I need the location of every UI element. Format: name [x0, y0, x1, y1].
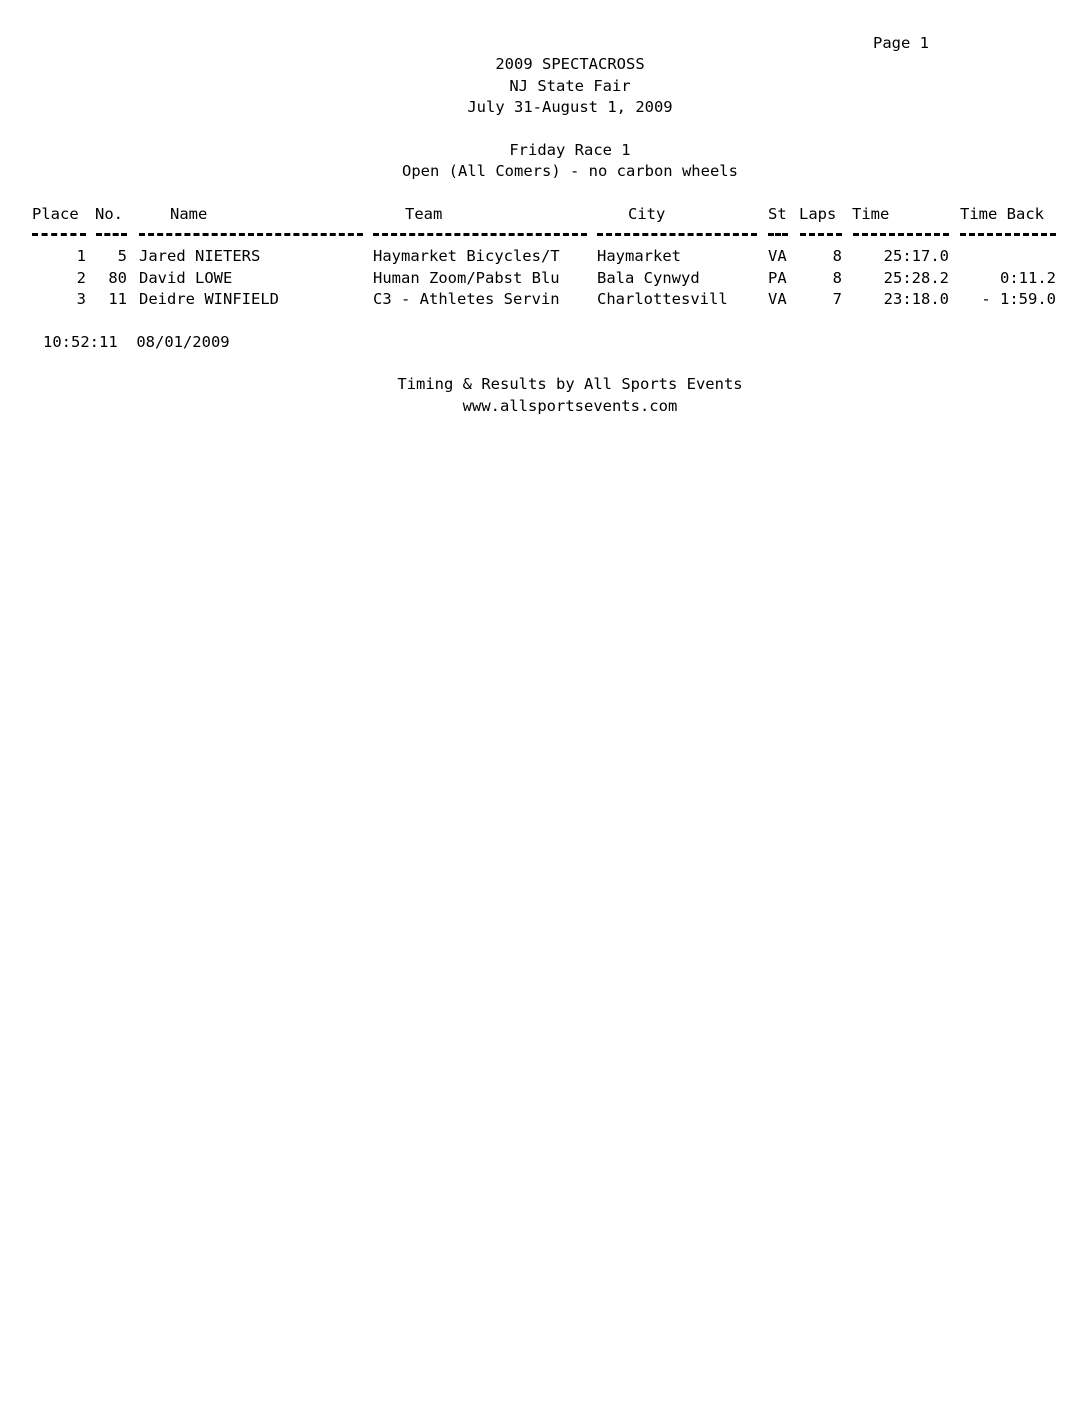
col-header-no: No.	[95, 205, 123, 223]
separator-city	[597, 233, 757, 236]
cell-place: 1	[76, 247, 86, 265]
print-timestamp: 10:52:11 08/01/2009	[43, 333, 230, 351]
cell-city: Haymarket	[597, 247, 681, 265]
cell-city: Bala Cynwyd	[597, 269, 700, 287]
separator-time-back	[960, 233, 1056, 236]
separator-name	[139, 233, 363, 236]
col-header-st: St	[768, 205, 787, 223]
cell-time: 23:18.0	[883, 290, 949, 308]
website-link[interactable]: www.allsportsevents.com	[462, 397, 678, 415]
separator-no	[96, 233, 127, 236]
page-number: Page 1	[873, 34, 929, 52]
col-header-time-back: Time Back	[960, 205, 1044, 223]
cell-team: Haymarket Bicycles/T	[373, 247, 560, 265]
race-category: Open (All Comers) - no carbon wheels	[402, 162, 738, 180]
timing-credit: Timing & Results by All Sports Events	[397, 375, 743, 393]
col-header-laps: Laps	[799, 205, 837, 223]
event-dates: July 31-August 1, 2009	[467, 98, 673, 116]
cell-st: VA	[768, 247, 787, 265]
col-header-time: Time	[852, 205, 890, 223]
cell-name: Deidre WINFIELD	[139, 290, 279, 308]
event-title: 2009 SPECTACROSS	[495, 55, 645, 73]
cell-time: 25:28.2	[883, 269, 949, 287]
cell-city: Charlottesvill	[597, 290, 728, 308]
cell-time-back: 0:11.2	[1000, 269, 1056, 287]
cell-team: Human Zoom/Pabst Blu	[373, 269, 560, 287]
race-title: Friday Race 1	[509, 141, 631, 159]
cell-no: 5	[117, 247, 127, 265]
separator-laps	[800, 233, 842, 236]
venue: NJ State Fair	[509, 77, 631, 95]
cell-team: C3 - Athletes Servin	[373, 290, 560, 308]
cell-no: 80	[108, 269, 127, 287]
cell-st: VA	[768, 290, 787, 308]
cell-place: 2	[76, 269, 86, 287]
cell-st: PA	[768, 269, 787, 287]
col-header-city: City	[628, 205, 666, 223]
cell-time: 25:17.0	[883, 247, 949, 265]
cell-no: 11	[108, 290, 127, 308]
cell-place: 3	[76, 290, 86, 308]
separator-place	[32, 233, 86, 236]
cell-laps: 8	[832, 269, 842, 287]
col-header-team: Team	[405, 205, 443, 223]
separator-st	[768, 233, 788, 236]
cell-laps: 8	[832, 247, 842, 265]
separator-team	[373, 233, 587, 236]
col-header-name: Name	[170, 205, 208, 223]
cell-time-back: - 1:59.0	[981, 290, 1056, 308]
col-header-place: Place	[32, 205, 79, 223]
cell-name: Jared NIETERS	[139, 247, 261, 265]
cell-laps: 7	[832, 290, 842, 308]
separator-time	[853, 233, 949, 236]
cell-name: David LOWE	[139, 269, 233, 287]
